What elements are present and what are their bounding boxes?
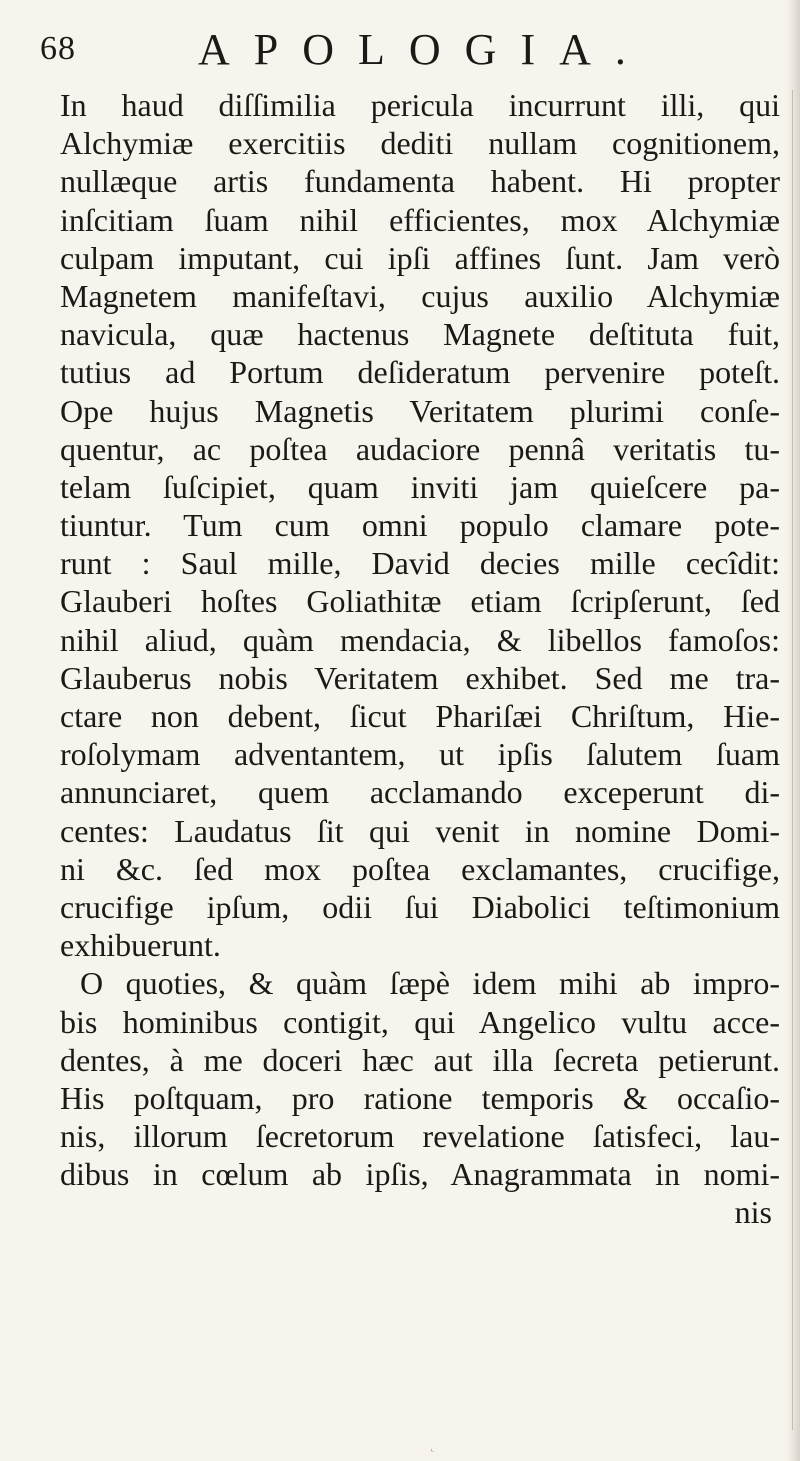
text-line: Alchymiæ exercitiis dediti nullam cognitionem, <box>60 125 780 162</box>
text-line: nullæque artis fundamenta habent. Hi propter <box>60 163 780 200</box>
text-line: Glauberi hoſtes Goliathitæ etiam ſcripſerunt, ſed <box>60 583 780 620</box>
page-number: 68 <box>40 30 76 67</box>
text-line: exhibuerunt. <box>60 927 221 964</box>
text-line: annunciaret, quem acclamando exceperunt di- <box>60 774 780 811</box>
running-title: APOLOGIA. <box>198 25 650 74</box>
text-line: centes: Laudatus ſit qui venit in nomine Domi- <box>60 812 780 849</box>
text-line: nis, illorum ſecretorum revelatione ſatisfeci, lau- <box>60 1118 780 1155</box>
text-line: quentur, ac poſtea audaciore pennâ veritatis tu- <box>60 430 780 467</box>
text-line: nihil aliud, quàm mendacia, & libellos famoſos: <box>60 621 780 658</box>
paragraph-1 <box>60 86 780 964</box>
text-line: dentes, à me doceri hæc aut illa ſecreta petierunt. <box>60 1041 780 1078</box>
ink-speck: ˛ <box>430 1438 435 1453</box>
text-line: telam ſuſcipiet, quam inviti jam quieſcere pa- <box>60 468 780 505</box>
page-header <box>40 24 760 84</box>
page-edge-rule <box>792 90 793 1430</box>
text-line: crucifige ipſum, odii ſui Diabolici teſtimonium <box>60 888 780 925</box>
text-line: In haud diſſimilia pericula incurrunt illi, qui <box>60 87 780 123</box>
text-line: tiuntur. Tum cum omni populo clamare pote- <box>60 507 780 544</box>
text-line: runt : Saul mille, David decies mille cecîdit: <box>60 545 780 582</box>
text-line: culpam imputant, cui ipſi affines ſunt. Jam verò <box>60 239 780 276</box>
text-line: Ope hujus Magnetis Veritatem plurimi conſe- <box>60 392 780 429</box>
text-line: inſcitiam ſuam nihil efficientes, mox Alchymiæ <box>60 201 780 238</box>
text-line: dibus in cœlum ab ipſis, Anagrammata in nomi- <box>60 1156 780 1193</box>
text-line: Glauberus nobis Veritatem exhibet. Sed me tra- <box>60 659 780 696</box>
text-line: ctare non debent, ſicut Phariſæi Chriſtum, Hie- <box>60 698 780 734</box>
text-line: ni &c. ſed mox poſtea exclamantes, crucifige, <box>60 850 780 887</box>
page-edge-shadow <box>786 0 800 1461</box>
text-line: navicula, quæ hactenus Magnete deſtituta fuit, <box>60 316 780 353</box>
body-text <box>60 86 780 1232</box>
text-line: bis hominibus contigit, qui Angelico vultu acce- <box>60 1003 780 1040</box>
text-line: Magnetem manifeſtavi, cujus auxilio Alchymiæ <box>60 277 780 314</box>
text-line: O quoties, & quàm ſæpè idem mihi ab impro- <box>80 965 780 1002</box>
text-line: roſolymam adventantem, ut ipſis ſalutem ſuam <box>60 736 780 773</box>
catchword: nis <box>734 1194 772 1231</box>
text-line: tutius ad Portum deſideratum pervenire poteſt. <box>60 354 780 391</box>
text-line: His poſtquam, pro ratione temporis & occaſio- <box>60 1079 780 1116</box>
paragraph-2 <box>60 964 780 1193</box>
